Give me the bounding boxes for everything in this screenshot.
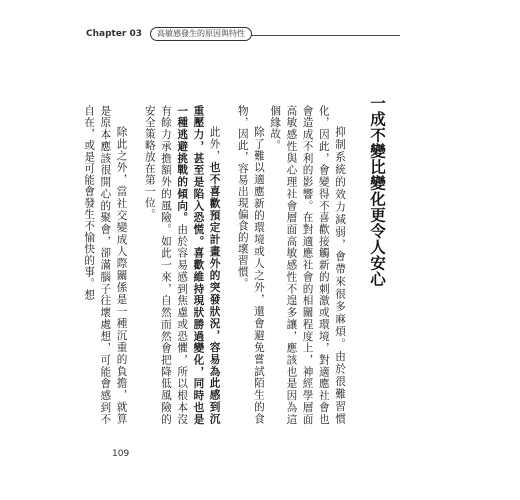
paragraph-4: 除此之外，當社交變成人際關係是一種沉重的負擔，就算是原本應該很開心的聚會，卻滿腦子往壞處想，可能會感到不自在，或是可能會發生不愉快的事。想	[83, 105, 128, 425]
body-text	[83, 105, 348, 426]
paragraph-3-emphasis: 也不喜歡預定計畫外的突發狀況，容易為此感到沉重壓力，甚至是陷入恐慌。喜歡維持現狀勝過變化，同時也是一種逃避挑戰的傾向。	[176, 105, 221, 426]
page-number: 109	[112, 449, 130, 459]
chapter-header	[86, 27, 252, 41]
chapter-title-pill: 高敏感發生的原因與特性	[150, 27, 252, 41]
section-heading: 一成不變比變化更令人安心	[368, 95, 386, 287]
header-rule	[252, 35, 400, 36]
paragraph-2: 除了難以適應新的環境或人之外，還會避免嘗試陌生的食物，因此，容易出現偏食的壞習慣。	[236, 105, 265, 425]
paragraph-1: 抑制系統的效力減弱，會帶來很多麻煩。由於很難習慣化，因此，會變得不喜歡接觸新的刺激或環境，對適應社會也會造成不利的影響。在對適應社會的相關程度上，神經學層面高敏感性與心理社會層面高敏感性不遑多讓，應該也是因為這個緣故。	[269, 105, 346, 425]
paragraph-3	[142, 105, 223, 425]
paragraph-3-rest: 由於容易感到焦慮或恐懼，所以根本沒有餘力承擔額外的風險。如此一來，自然而然會把降低風險的安全策略放在第一位。	[143, 105, 189, 426]
paragraph-3-lead: 此外，	[208, 126, 221, 163]
chapter-label: Chapter 03	[86, 29, 143, 39]
